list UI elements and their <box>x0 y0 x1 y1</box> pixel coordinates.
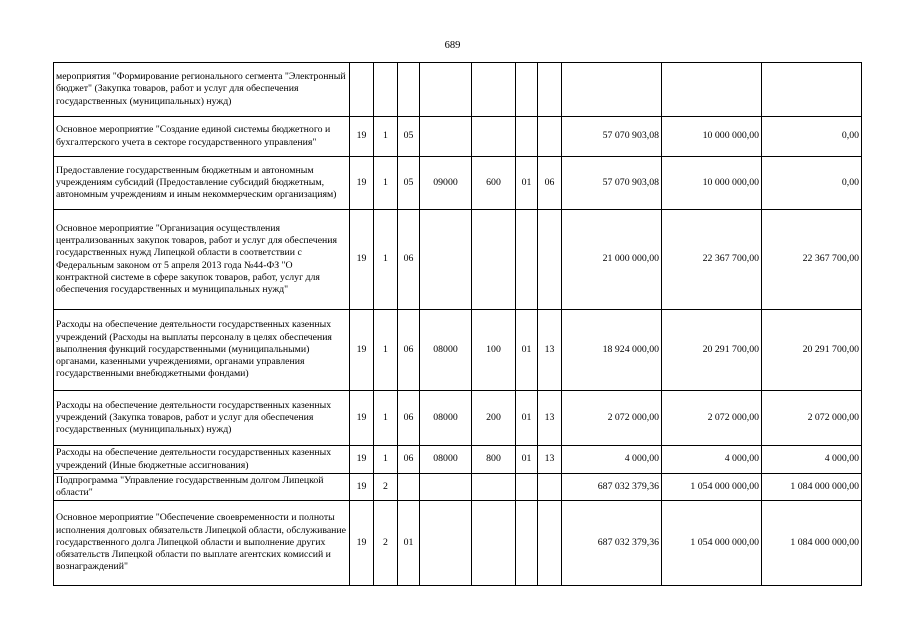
amount-cell-a3: 4 000,00 <box>762 446 862 474</box>
code-cell-c6 <box>516 474 538 501</box>
code-cell-c7: 06 <box>538 157 562 210</box>
item-name-cell: Основное мероприятие "Создание единой системы бюджетного и бухгалтерского учета в секторе государственного управления" <box>54 117 350 157</box>
code-cell-c6: 01 <box>516 446 538 474</box>
table-row <box>54 310 862 391</box>
code-cell-c3 <box>398 474 420 501</box>
amount-cell-a2: 10 000 000,00 <box>662 157 762 210</box>
code-cell-c7: 13 <box>538 446 562 474</box>
item-name-cell: Основное мероприятие "Обеспечение своевременности и полноты исполнения долговых обязательств Липецкой области, обслуживание государственного долга Липецкой области и выполнение других обязательств Липецкой области по выплате агентских комиссий и вознаграждений" <box>54 501 350 586</box>
code-cell-c3: 06 <box>398 391 420 446</box>
amount-cell-a3: 2 072 000,00 <box>762 391 862 446</box>
code-cell-c3 <box>398 63 420 117</box>
amount-cell-a1 <box>562 63 662 117</box>
code-cell-c2: 2 <box>374 501 398 586</box>
code-cell-c2: 1 <box>374 391 398 446</box>
amount-cell-a3: 22 367 700,00 <box>762 210 862 310</box>
code-cell-c4 <box>420 474 472 501</box>
code-cell-c2: 1 <box>374 157 398 210</box>
code-cell-c4 <box>420 117 472 157</box>
code-cell-c2: 2 <box>374 474 398 501</box>
code-cell-c5: 100 <box>472 310 516 391</box>
code-cell-c4: 08000 <box>420 446 472 474</box>
code-cell-c2 <box>374 63 398 117</box>
item-name-cell: Подпрограмма "Управление государственным долгом Липецкой области" <box>54 474 350 501</box>
amount-cell-a3: 0,00 <box>762 117 862 157</box>
code-cell-c6: 01 <box>516 157 538 210</box>
code-cell-c7 <box>538 117 562 157</box>
code-cell-c2: 1 <box>374 310 398 391</box>
code-cell-c6 <box>516 63 538 117</box>
amount-cell-a2: 22 367 700,00 <box>662 210 762 310</box>
amount-cell-a2: 4 000,00 <box>662 446 762 474</box>
amount-cell-a2: 20 291 700,00 <box>662 310 762 391</box>
page-number: 689 <box>444 40 461 51</box>
code-cell-c4 <box>420 63 472 117</box>
item-name-cell: Основное мероприятие "Организация осуществления централизованных закупок товаров, работ и услуг для обеспечения государственных нужд Липецкой области в соответствии с Федеральным законом от 5 апреля 2013 года №44-ФЗ "О контрактной системе в сфере закупок товаров, работ, услуг для обеспечения государственных и муниципальных нужд" <box>54 210 350 310</box>
amount-cell-a2: 1 054 000 000,00 <box>662 501 762 586</box>
code-cell-c5 <box>472 210 516 310</box>
amount-cell-a3: 0,00 <box>762 157 862 210</box>
table-row <box>54 210 862 310</box>
code-cell-c3: 05 <box>398 117 420 157</box>
table-row <box>54 63 862 117</box>
code-cell-c5: 200 <box>472 391 516 446</box>
table-row <box>54 501 862 586</box>
amount-cell-a2: 1 054 000 000,00 <box>662 474 762 501</box>
code-cell-c3: 01 <box>398 501 420 586</box>
code-cell-c2: 1 <box>374 446 398 474</box>
amount-cell-a1: 687 032 379,36 <box>562 474 662 501</box>
amount-cell-a3: 20 291 700,00 <box>762 310 862 391</box>
code-cell-c4: 09000 <box>420 157 472 210</box>
code-cell-c5 <box>472 63 516 117</box>
code-cell-c1: 19 <box>350 210 374 310</box>
code-cell-c5: 600 <box>472 157 516 210</box>
amount-cell-a1: 57 070 903,08 <box>562 117 662 157</box>
code-cell-c3: 06 <box>398 310 420 391</box>
amount-cell-a3 <box>762 63 862 117</box>
code-cell-c6 <box>516 210 538 310</box>
code-cell-c1: 19 <box>350 310 374 391</box>
code-cell-c1: 19 <box>350 117 374 157</box>
code-cell-c2: 1 <box>374 117 398 157</box>
code-cell-c6: 01 <box>516 391 538 446</box>
table-row <box>54 157 862 210</box>
item-name-cell: мероприятия "Формирование регионального сегмента "Электронный бюджет" (Закупка товаров, работ и услуг для обеспечения государственных (муниципальных) нужд) <box>54 63 350 117</box>
code-cell-c1: 19 <box>350 446 374 474</box>
item-name-cell: Расходы на обеспечение деятельности государственных казенных учреждений (Расходы на выплаты персоналу в целях обеспечения выполнения функций государственными (муниципальными) органами, казенными учреждениями, органами управления государственными внебюджетными фондами) <box>54 310 350 391</box>
code-cell-c1: 19 <box>350 501 374 586</box>
code-cell-c6 <box>516 501 538 586</box>
code-cell-c2: 1 <box>374 210 398 310</box>
item-name-cell: Расходы на обеспечение деятельности государственных казенных учреждений (Закупка товаров, работ и услуг для обеспечения государственных (муниципальных) нужд) <box>54 391 350 446</box>
code-cell-c5 <box>472 474 516 501</box>
code-cell-c7 <box>538 210 562 310</box>
code-cell-c4 <box>420 210 472 310</box>
amount-cell-a1: 18 924 000,00 <box>562 310 662 391</box>
code-cell-c7: 13 <box>538 310 562 391</box>
code-cell-c7 <box>538 474 562 501</box>
code-cell-c4 <box>420 501 472 586</box>
amount-cell-a1: 687 032 379,36 <box>562 501 662 586</box>
code-cell-c1: 19 <box>350 474 374 501</box>
code-cell-c1: 19 <box>350 157 374 210</box>
code-cell-c6 <box>516 117 538 157</box>
code-cell-c7: 13 <box>538 391 562 446</box>
code-cell-c1: 19 <box>350 391 374 446</box>
table-row <box>54 391 862 446</box>
amount-cell-a2 <box>662 63 762 117</box>
code-cell-c7 <box>538 501 562 586</box>
code-cell-c5: 800 <box>472 446 516 474</box>
code-cell-c3: 06 <box>398 446 420 474</box>
item-name-cell: Расходы на обеспечение деятельности государственных казенных учреждений (Иные бюджетные ассигнования) <box>54 446 350 474</box>
amount-cell-a2: 10 000 000,00 <box>662 117 762 157</box>
amount-cell-a1: 4 000,00 <box>562 446 662 474</box>
budget-table <box>53 62 862 586</box>
code-cell-c7 <box>538 63 562 117</box>
table-row <box>54 446 862 474</box>
amount-cell-a2: 2 072 000,00 <box>662 391 762 446</box>
code-cell-c5 <box>472 501 516 586</box>
amount-cell-a3: 1 084 000 000,00 <box>762 501 862 586</box>
code-cell-c6: 01 <box>516 310 538 391</box>
table-row <box>54 117 862 157</box>
code-cell-c3: 05 <box>398 157 420 210</box>
item-name-cell: Предоставление государственным бюджетным и автономным учреждениям субсидий (Предоставление субсидий бюджетным, автономным учреждениям и иным некоммерческим организациям) <box>54 157 350 210</box>
amount-cell-a3: 1 084 000 000,00 <box>762 474 862 501</box>
code-cell-c3: 06 <box>398 210 420 310</box>
code-cell-c1 <box>350 63 374 117</box>
table-row <box>54 474 862 501</box>
code-cell-c4: 08000 <box>420 391 472 446</box>
amount-cell-a1: 57 070 903,08 <box>562 157 662 210</box>
code-cell-c5 <box>472 117 516 157</box>
code-cell-c4: 08000 <box>420 310 472 391</box>
amount-cell-a1: 21 000 000,00 <box>562 210 662 310</box>
amount-cell-a1: 2 072 000,00 <box>562 391 662 446</box>
